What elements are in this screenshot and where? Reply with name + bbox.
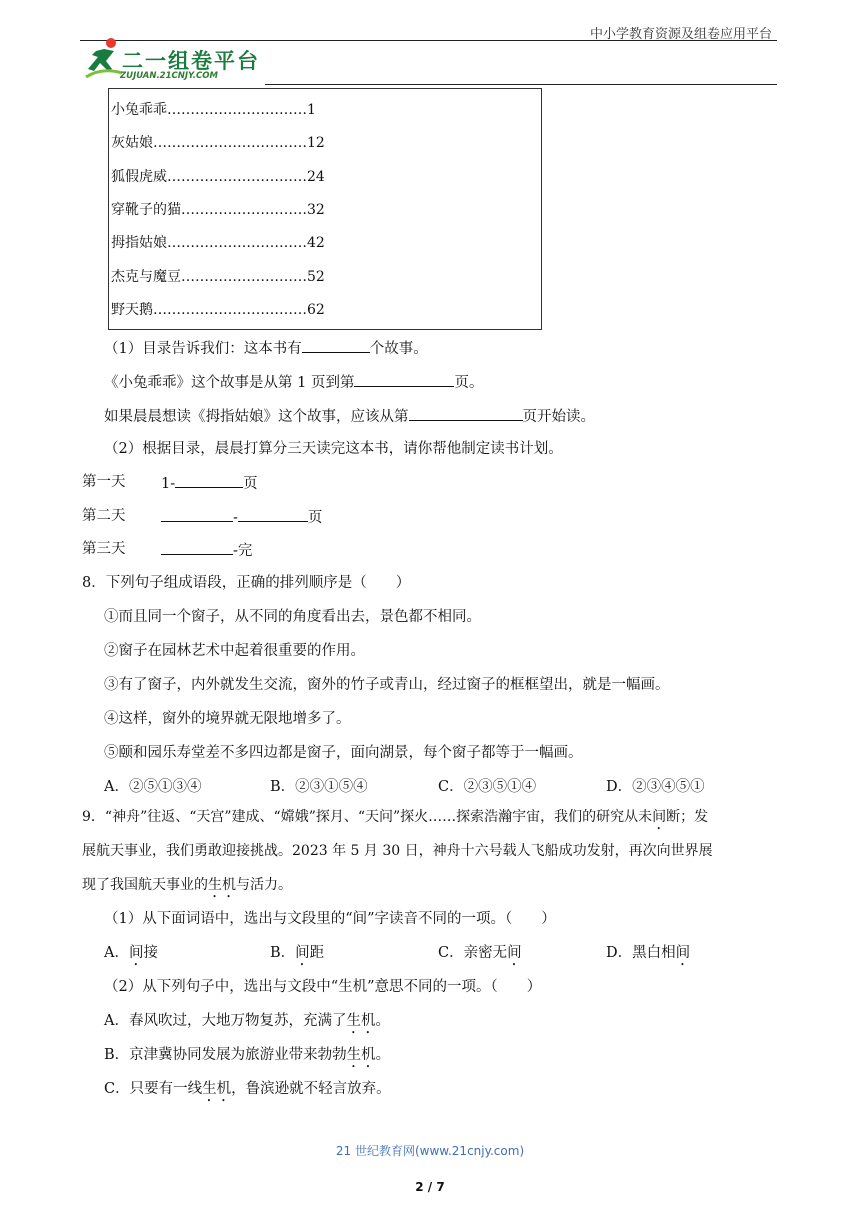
toc-item: 杰克与魔豆………………………52 — [111, 269, 325, 285]
q8-sentence-3: ③有了窗子，内外就发生交流，窗外的竹子或青山，经过窗子的框框望出，就是一幅画。 — [104, 677, 670, 693]
answer-blank[interactable] — [354, 371, 454, 387]
toc-item: 狐假虎威…………………………24 — [111, 169, 325, 185]
plan-day1-label: 第一天 — [82, 474, 126, 490]
logo-chinese: 二一组卷平台 — [122, 49, 260, 73]
q9-sub1-option-c[interactable]: C．亲密无间 — [438, 945, 522, 961]
q8-option-a[interactable]: A．②⑤①③④ — [104, 779, 202, 795]
answer-blank[interactable] — [161, 539, 233, 555]
q9-passage-line3: 现了我国航天事业的生机与活力。 — [82, 877, 292, 893]
plan-day3: -完 — [161, 539, 252, 561]
q8-option-b[interactable]: B．②③①⑤④ — [270, 779, 368, 795]
runner-icon — [84, 37, 124, 81]
answer-blank[interactable] — [175, 472, 243, 488]
footer-site-link[interactable]: 21 世纪教育网(www.21cnjy.com) — [335, 1144, 525, 1158]
q9-passage-line1: 9．“神舟”往返、“天宫”建成、“嫦娥”探月、“天问”探火……探索浩瀚宇宙，我们的研究从未间断；发 — [82, 809, 709, 825]
q9-sub1-stem: （1）从下面词语中，选出与文段里的“间”字读音不同的一项。（ ） — [104, 911, 556, 927]
q9-sub2-stem: （2）从下列句子中，选出与文段中“生机”意思不同的一项。（ ） — [104, 979, 542, 995]
q9-sub2-option-b[interactable]: B．京津冀协同发展为旅游业带来勃勃生机。 — [104, 1047, 391, 1063]
q8-sentence-5: ⑤颐和园乐寿堂差不多四边都是窗子，面向湖景，每个窗子都等于一幅画。 — [104, 745, 583, 761]
answer-blank[interactable] — [238, 506, 308, 522]
site-logo — [84, 37, 274, 85]
q8-option-c[interactable]: C．②③⑤①④ — [438, 779, 537, 795]
q8-sentence-1: ①而且同一个窗子，从不同的角度看出去，景色都不相同。 — [104, 609, 481, 625]
q8-sentence-4: ④这样，窗外的境界就无限地增多了。 — [104, 711, 351, 727]
page-number: 2 / 7 — [415, 1180, 445, 1194]
logo-english: ZUJUAN.21CNJY.COM — [120, 71, 218, 81]
q7-part1-line3: 如果晨晨想读《拇指姑娘》这个故事，应该从第 页开始读。 — [104, 405, 595, 427]
q9-sub2-option-a[interactable]: A．春风吹过，大地万物复苏，充满了生机。 — [104, 1013, 390, 1029]
platform-name: 中小学教育资源及组卷应用平台 — [589, 27, 772, 42]
answer-blank[interactable] — [409, 405, 523, 421]
plan-day1: 1- 页 — [161, 472, 258, 494]
q7-part2-stem: （2）根据目录，晨晨打算分三天读完这本书，请你帮他制定读书计划。 — [104, 441, 563, 457]
header-rule-lower — [265, 84, 777, 85]
q9-sub2-option-c[interactable]: C．只要有一线生机，鲁滨逊就不轻言放弃。 — [104, 1081, 391, 1097]
q8-option-d[interactable]: D．②③④⑤① — [606, 779, 705, 795]
toc-item: 拇指姑娘…………………………42 — [111, 235, 325, 251]
q9-sub1-option-b[interactable]: B．间距 — [270, 945, 325, 961]
q8-sentence-2: ②窗子在园林艺术中起着很重要的作用。 — [104, 643, 365, 659]
q7-part1-line2: 《小兔乖乖》这个故事是从第 1 页到第 页。 — [104, 371, 483, 393]
answer-blank[interactable] — [161, 506, 233, 522]
table-of-contents — [108, 88, 542, 330]
q7-part1-line: （1）目录告诉我们：这本书有 个故事。 — [104, 337, 428, 359]
toc-item: 灰姑娘……………………………12 — [111, 135, 325, 151]
plan-day2-label: 第二天 — [82, 508, 126, 524]
q8-stem: 8．下列句子组成语段，正确的排列顺序是（ ） — [82, 575, 411, 591]
toc-item: 穿靴子的猫………………………32 — [111, 202, 325, 218]
q9-sub1-option-a[interactable]: A．间接 — [104, 945, 158, 961]
q9-sub1-option-d[interactable]: D．黑白相间 — [606, 945, 691, 961]
toc-item: 野天鹅……………………………62 — [111, 302, 325, 318]
toc-item: 小兔乖乖…………………………1 — [111, 102, 316, 118]
q9-passage-line2: 展航天事业，我们勇敢迎接挑战。2023 年 5 月 30 日，神舟十六号载人飞船成功发射，再次向世界展 — [82, 843, 713, 859]
plan-day2: - 页 — [161, 506, 322, 528]
plan-day3-label: 第三天 — [82, 541, 126, 557]
answer-blank[interactable] — [302, 337, 370, 353]
